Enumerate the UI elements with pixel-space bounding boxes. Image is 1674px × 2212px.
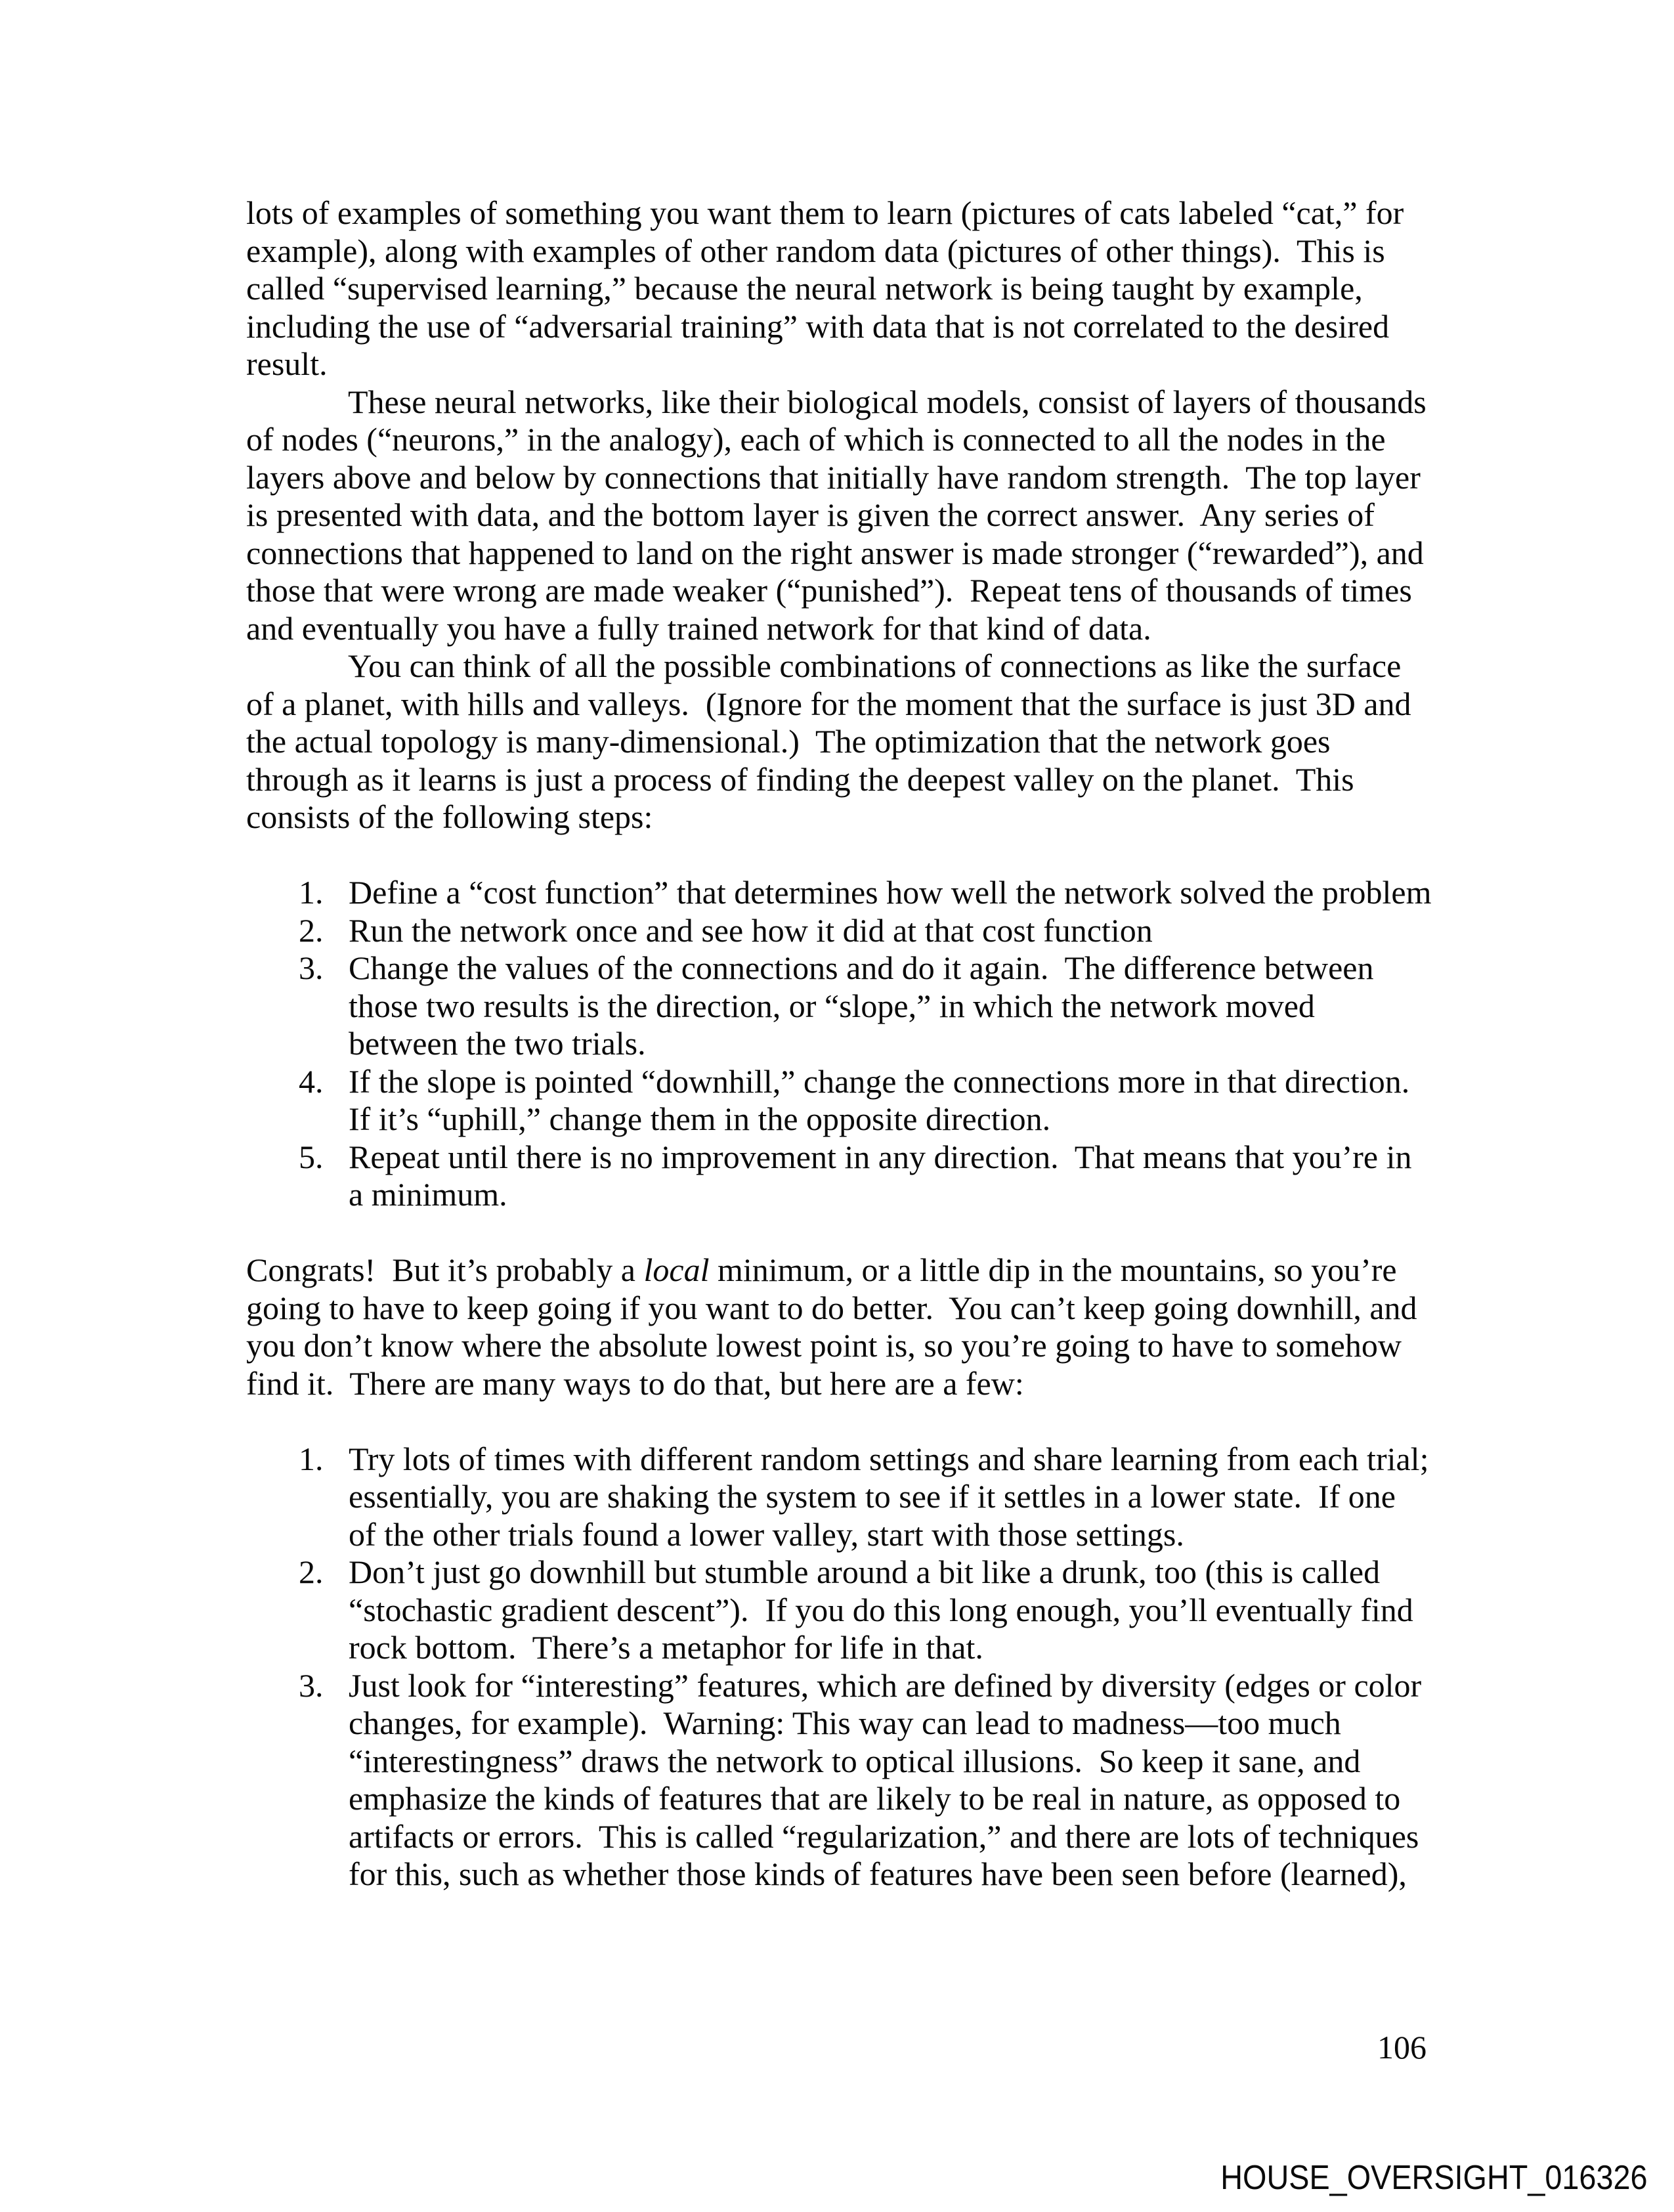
text-line: result. (246, 345, 328, 382)
text-line: you don’t know where the absolute lowest point is, so you’re going to have to somehow (246, 1327, 1402, 1364)
list-item-line: 4. If the slope is pointed “downhill,” change the connections more in that direction. (299, 1062, 1410, 1100)
list-item-number: 2. (299, 911, 324, 949)
list-item-line: 2. Run the network once and see how it did at that cost function (299, 911, 1153, 949)
text-line: You can think of all the possible combinations of connections as like the surface (348, 647, 1402, 684)
list-item-line: of the other trials found a lower valley, start with those settings. (349, 1515, 1184, 1553)
list-item-line: 1. Define a “cost function” that determines how well the network solved the problem (299, 874, 1432, 911)
list-item-line: 5. Repeat until there is no improvement in any direction. That means that you’re in (299, 1138, 1412, 1175)
list-item-line: changes, for example). Warning: This way can lead to madness—too much (349, 1704, 1341, 1741)
text-line: those that were wrong are made weaker (“punished”). Repeat tens of thousands of times (246, 572, 1412, 609)
text-line: find it. There are many ways to do that, but here are a few: (246, 1364, 1024, 1402)
blank-line (246, 836, 1480, 875)
text-line: the actual topology is many-dimensional.) The optimization that the network goes (246, 723, 1331, 760)
list-item-line: for this, such as whether those kinds of features have been seen before (learned), (349, 1855, 1407, 1892)
text-line: and eventually you have a fully trained network for that kind of data. (246, 609, 1151, 647)
bates-stamp: HOUSE_OVERSIGHT_016326 (1220, 2159, 1648, 2197)
list-item-line: 3. Change the values of the connections and do it again. The difference between (299, 949, 1374, 986)
text-line: is presented with data, and the bottom layer is given the correct answer. Any series of (246, 496, 1375, 533)
list-item-line: 3. Just look for “interesting” features, which are defined by diversity (edges or color (299, 1666, 1422, 1704)
list-item-number: 2. (299, 1553, 324, 1590)
text-line: through as it learns is just a process of finding the deepest valley on the planet. This (246, 760, 1354, 798)
text-line: These neural networks, like their biological models, consist of layers of thousands (348, 383, 1427, 420)
list-item-line: artifacts or errors. This is called “regularization,” and there are lots of techniques (349, 1817, 1419, 1855)
blank-line (246, 1402, 1480, 1441)
list-item-line: essentially, you are shaking the system to see if it settles in a lower state. If one (349, 1478, 1396, 1515)
text-line: of a planet, with hills and valleys. (Ignore for the moment that the surface is just 3D and (246, 685, 1411, 722)
list-item-line: 1. Try lots of times with different random settings and share learning from each trial; (299, 1440, 1429, 1477)
list-item-line: those two results is the direction, or “slope,” in which the network moved (349, 987, 1315, 1024)
text-line: connections that happened to land on the right answer is made stronger (“rewarded”), and (246, 534, 1424, 571)
text-line: layers above and below by connections that initially have random strength. The top layer (246, 458, 1421, 496)
list-item-line: “interestingness” draws the network to optical illusions. So keep it sane, and (349, 1742, 1361, 1779)
text-line: including the use of “adversarial training” with data that is not correlated to the desired (246, 307, 1390, 345)
blank-line (246, 1214, 1480, 1252)
text-line: going to have to keep going if you want to do better. You can’t keep going downhill, and (246, 1289, 1417, 1326)
list-item-number: 5. (299, 1138, 324, 1175)
list-item-line: emphasize the kinds of features that are likely to be real in nature, as opposed to (349, 1780, 1401, 1817)
list-item-number: 3. (299, 949, 324, 986)
list-item-line: between the two trials. (349, 1025, 646, 1062)
list-item-number: 4. (299, 1062, 324, 1100)
list-item-number: 3. (299, 1666, 324, 1704)
list-item-number: 1. (299, 1440, 324, 1477)
list-item-line: a minimum. (349, 1176, 507, 1213)
list-item-number: 1. (299, 874, 324, 911)
list-item-line: If it’s “uphill,” change them in the opposite direction. (349, 1100, 1051, 1137)
text-line: Congrats! But it’s probably a local minimum, or a little dip in the mountains, so you’re (246, 1251, 1397, 1288)
list-item-line: “stochastic gradient descent”). If you do this long enough, you’ll eventually find (349, 1591, 1413, 1628)
text-line: lots of examples of something you want them to learn (pictures of cats labeled “cat,” for (246, 194, 1404, 231)
text-line: example), along with examples of other random data (pictures of other things). This is (246, 232, 1385, 269)
page-number: 106 (1377, 2029, 1427, 2066)
list-item-line: rock bottom. There’s a metaphor for life in that. (349, 1629, 983, 1666)
text-line: consists of the following steps: (246, 798, 653, 835)
page-body-text (246, 194, 1480, 1894)
list-item-line: 2. Don’t just go downhill but stumble around a bit like a drunk, too (this is called (299, 1553, 1381, 1590)
text-line: of nodes (“neurons,” in the analogy), each of which is connected to all the nodes in the (246, 421, 1386, 458)
text-line: called “supervised learning,” because the neural network is being taught by example, (246, 270, 1363, 307)
